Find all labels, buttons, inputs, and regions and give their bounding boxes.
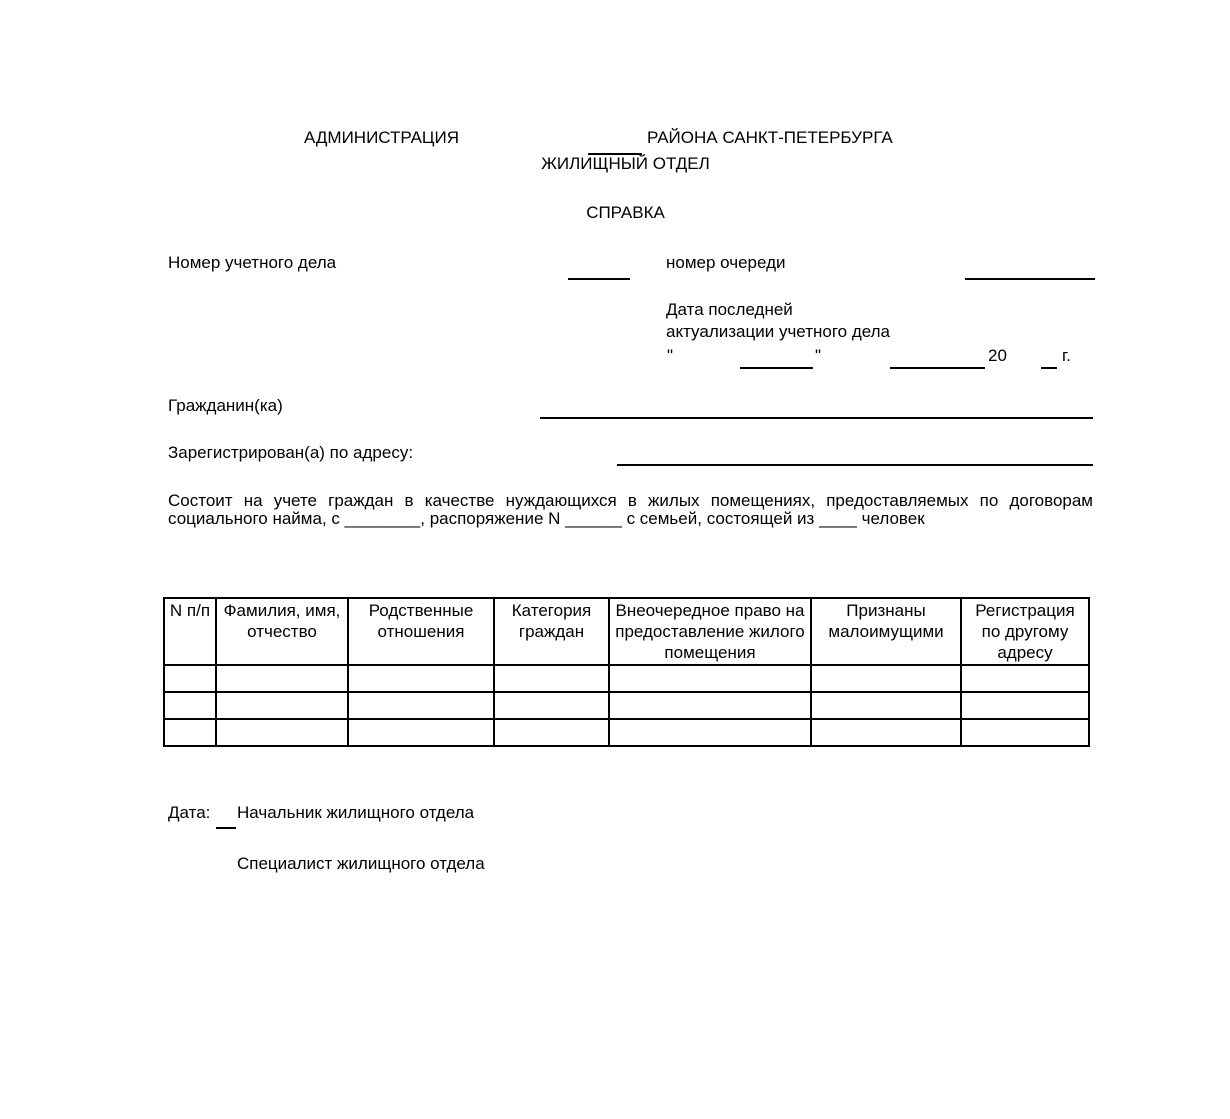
citizen-label: Гражданин(ка)	[168, 396, 283, 415]
date-label: Дата:	[168, 803, 211, 822]
table-row	[164, 692, 1089, 719]
table-row	[164, 719, 1089, 746]
queue-number-label: номер очереди	[666, 253, 786, 272]
table-header-cell-number: N п/п	[164, 598, 216, 665]
table-cell	[216, 665, 348, 692]
table-cell	[494, 692, 609, 719]
specialist-label: Специалист жилищного отдела	[237, 854, 485, 873]
address-blank	[617, 464, 1093, 466]
citizen-name-blank	[540, 417, 1093, 419]
last-update-label-line2: актуализации учетного дела	[666, 322, 891, 341]
table-cell	[811, 665, 961, 692]
table-header-row	[164, 598, 1089, 665]
case-number-label: Номер учетного дела	[168, 253, 337, 272]
date-day-blank	[740, 367, 813, 369]
table-header-cell-low-income: Признаны малоимущими	[811, 598, 961, 665]
date-quote-close: "	[815, 346, 822, 365]
table-cell	[961, 665, 1089, 692]
table-header-cell-priority-right: Внеочередное право на предоставление жилого помещения	[609, 598, 811, 665]
table-header-cell-fullname: Фамилия, имя, отчество	[216, 598, 348, 665]
department-label: ЖИЛИЩНЫЙ ОТДЕЛ	[541, 154, 710, 173]
table-cell	[609, 665, 811, 692]
table-cell	[609, 719, 811, 746]
table-cell	[609, 692, 811, 719]
registration-statement	[168, 492, 1093, 528]
date-quote-open: "	[667, 346, 674, 365]
queue-number-blank	[965, 278, 1095, 280]
table-cell	[961, 719, 1089, 746]
table-cell	[961, 692, 1089, 719]
table-cell	[494, 665, 609, 692]
district-suffix-label: РАЙОНА САНКТ-ПЕТЕРБУРГА	[647, 128, 893, 147]
table-cell	[164, 665, 216, 692]
date-year-blank	[1041, 367, 1057, 369]
table-row	[164, 665, 1089, 692]
table-cell	[348, 719, 494, 746]
table-cell	[494, 719, 609, 746]
case-number-blank	[568, 278, 630, 280]
table-cell	[164, 719, 216, 746]
table-cell	[811, 719, 961, 746]
statement-line1: Состоит на учете граждан в качестве нуждающихся в жилых помещениях, предоставляемых по договорам	[168, 491, 1093, 510]
table-cell	[348, 665, 494, 692]
table-cell	[811, 692, 961, 719]
table-cell	[348, 692, 494, 719]
table-header-cell-relation: Родственные отношения	[348, 598, 494, 665]
table-header-cell-other-address: Регистрация по другому адресу	[961, 598, 1089, 665]
last-update-label-line1: Дата последней	[666, 300, 793, 319]
date-year-prefix: 20	[988, 346, 1007, 365]
family-table	[163, 597, 1090, 747]
date-month-blank	[890, 367, 985, 369]
table-cell	[164, 692, 216, 719]
table-header-cell-category: Категория граждан	[494, 598, 609, 665]
statement-line2: социального найма, с ________, распоряжение N ______ с семьей, состоящей из ____ человек	[168, 509, 925, 528]
administration-label: АДМИНИСТРАЦИЯ	[304, 128, 460, 147]
address-label: Зарегистрирован(а) по адресу:	[168, 443, 414, 462]
date-blank	[216, 827, 236, 829]
table-cell	[216, 719, 348, 746]
head-of-department-label: Начальник жилищного отдела	[237, 803, 475, 822]
date-year-suffix: г.	[1062, 346, 1071, 365]
doc-title: СПРАВКА	[586, 203, 665, 222]
table-cell	[216, 692, 348, 719]
